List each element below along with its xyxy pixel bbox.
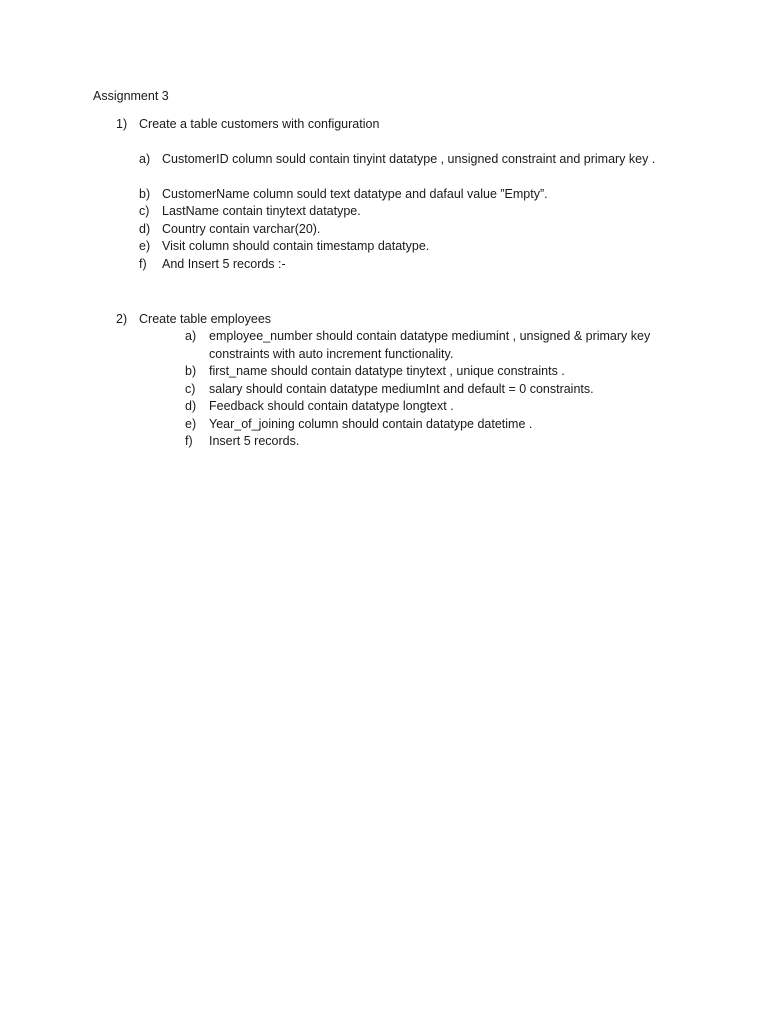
list-item [0, 381, 768, 398]
list-item-marker: f) [139, 257, 147, 271]
list-item-marker: e) [139, 239, 151, 253]
list-item-text: Insert 5 records. [209, 434, 300, 448]
list-item-text: CustomerID column sould contain tinyint datatype , unsigned constraint and primary key . [162, 152, 656, 166]
list-item [0, 186, 768, 203]
list-item-marker: d) [139, 222, 151, 236]
list-item-text: salary should contain datatype mediumInt and default = 0 constraints. [209, 382, 594, 396]
list-item-text: And Insert 5 records :- [162, 257, 286, 271]
list-item [0, 363, 768, 380]
list-item [0, 416, 768, 433]
document-title: Assignment 3 [93, 89, 169, 103]
list-item-text: LastName contain tinytext datatype. [162, 204, 361, 218]
question-2-text: Create table employees [139, 312, 272, 326]
list-item-marker: a) [185, 329, 197, 343]
list-item [0, 398, 768, 415]
list-item-text: first_name should contain datatype tinytext , unique constraints . [209, 364, 565, 378]
question-2 [0, 311, 768, 327]
list-item-text: Year_of_joining column should contain datatype datetime . [209, 417, 533, 431]
list-item-text: Country contain varchar(20). [162, 222, 321, 236]
question-1-number: 1) [116, 117, 128, 131]
list-item-text: Feedback should contain datatype longtext . [209, 399, 454, 413]
list-item-text: employee_number should contain datatype mediumint , unsigned & primary key constraints with auto increment functionality. [209, 329, 651, 361]
list-item-marker: f) [185, 434, 193, 448]
list-item-marker: a) [139, 152, 151, 166]
list-item-marker: e) [185, 417, 197, 431]
list-item-marker: d) [185, 399, 197, 413]
list-item [0, 221, 768, 238]
list-item-marker: b) [185, 364, 197, 378]
list-item [0, 238, 768, 255]
list-item [0, 203, 768, 220]
list-item [0, 328, 768, 363]
list-item-marker: b) [139, 187, 151, 201]
question-1-text: Create a table customers with configuration [139, 117, 380, 131]
list-item [0, 151, 768, 186]
list-item-marker: c) [139, 204, 150, 218]
list-item-text: CustomerName column sould text datatype and dafaul value ”Empty”. [162, 187, 548, 201]
list-item-marker: c) [185, 382, 196, 396]
list-item-text: Visit column should contain timestamp datatype. [162, 239, 430, 253]
list-item [0, 256, 768, 273]
question-1 [0, 116, 768, 132]
list-item [0, 433, 768, 450]
question-2-number: 2) [116, 312, 128, 326]
